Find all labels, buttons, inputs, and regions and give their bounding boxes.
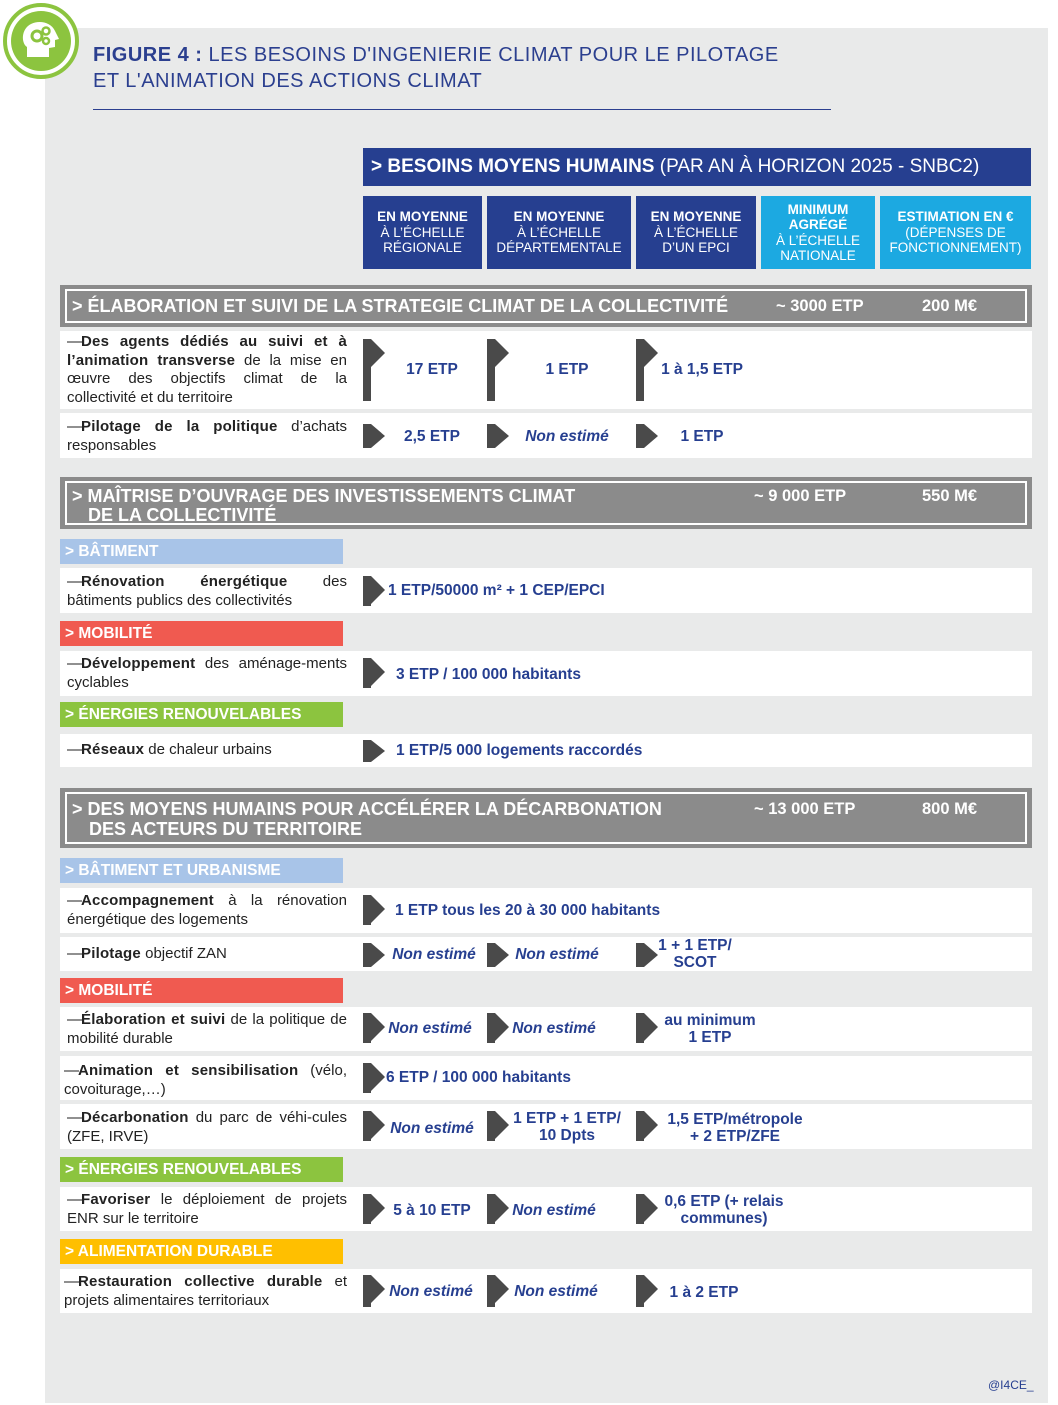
arrow-marker-icon — [636, 1013, 658, 1043]
value-enr-departmental: Non estimé — [512, 1202, 596, 1219]
table-row-zan: —Pilotage objectif ZAN — [60, 937, 1032, 971]
title-divider — [93, 109, 831, 110]
value-agents-epci: 1 à 1,5 ETP — [661, 361, 743, 378]
value-decarbonation-departmental: 1 ETP + 1 ETP/ 10 Dpts — [513, 1110, 621, 1144]
value-zan-departmental: Non estimé — [515, 946, 599, 963]
arrow-marker-icon — [636, 1111, 658, 1141]
value-restauration-departmental: Non estimé — [514, 1283, 598, 1300]
table-row-cyclables: —Développement des aménage-ments cyclables — [60, 651, 1032, 696]
arrow-marker-icon — [363, 1063, 385, 1093]
value-agents-departmental: 1 ETP — [545, 361, 589, 378]
figure-title — [93, 42, 779, 94]
category-enr: > ÉNERGIES RENOUVELABLES — [60, 702, 343, 727]
value-renovation: 1 ETP/50000 m² + 1 CEP/EPCI — [388, 582, 605, 599]
value-restauration-epci: 1 à 2 ETP — [669, 1284, 739, 1301]
table-row-decarbonation: —Décarbonation du parc de véhi-cules (ZFE, IRVE) — [60, 1104, 1032, 1149]
category-batiment-urbanisme: > BÂTIMENT ET URBANISME — [60, 858, 343, 883]
value-reseaux: 1 ETP/5 000 logements raccordés — [396, 742, 643, 759]
column-header-epci: EN MOYENNE À L’ÉCHELLE D’UN EPCI — [636, 196, 756, 269]
title-line2: ET L'ANIMATION DES ACTIONS CLIMAT — [93, 70, 483, 92]
arrow-marker-icon — [363, 740, 385, 762]
category-mobilite-2: > MOBILITÉ — [60, 978, 343, 1003]
value-decarbonation-regional: Non estimé — [390, 1120, 474, 1137]
arrow-marker-icon — [363, 339, 385, 401]
category-alimentation: > ALIMENTATION DURABLE — [60, 1239, 343, 1264]
arrow-marker-icon — [363, 1275, 385, 1307]
value-enr-epci: 0,6 ETP (+ relais communes) — [664, 1193, 784, 1227]
arrow-marker-icon — [363, 1194, 385, 1224]
section-maitrise-ouvrage: > MAÎTRISE D’OUVRAGE DES INVESTISSEMENTS CLIMAT DE LA COLLECTIVITÉ ~ 9 000 ETP 550 M€ — [60, 477, 1032, 529]
table-row-renovation: —Rénovation énergétique des bâtiments publics des collectivités — [60, 568, 1032, 613]
table-main-header: > BESOINS MOYENS HUMAINS (PAR AN À HORIZON 2025 - SNBC2) — [363, 148, 1031, 186]
column-header-estimation: ESTIMATION EN € (DÉPENSES DE FONCTIONNEMENT) — [880, 196, 1031, 269]
title-line1: LES BESOINS D'INGENIERIE CLIMAT POUR LE PILOTAGE — [208, 44, 779, 66]
value-agents-regional: 17 ETP — [406, 361, 458, 378]
value-achats-epci: 1 ETP — [680, 428, 724, 445]
value-mobilite-departmental: Non estimé — [512, 1020, 596, 1037]
figure-label: FIGURE 4 : — [93, 44, 203, 66]
table-row-enr-projets: —Favoriser le déploiement de projets ENR sur le territoire — [60, 1187, 1032, 1231]
arrow-marker-icon — [363, 658, 385, 688]
table-row-restauration: —Restauration collective durable et projets alimentaires territoriaux — [60, 1269, 1032, 1313]
arrow-marker-icon — [487, 339, 509, 401]
arrow-marker-icon — [487, 1275, 509, 1307]
arrow-marker-icon — [363, 1111, 385, 1141]
column-header-regional: EN MOYENNE À L’ÉCHELLE RÉGIONALE — [363, 196, 482, 269]
arrow-marker-icon — [363, 895, 385, 925]
arrow-marker-icon — [487, 424, 509, 448]
table-row-mobilite-durable: —Élaboration et suivi de la politique de mobilité durable — [60, 1007, 1032, 1051]
table-row-accompagnement: —Accompagnement à la rénovation énergétique des logements — [60, 888, 1032, 933]
column-header-national: MINIMUM AGRÉGÉ À L’ÉCHELLE NATIONALE — [761, 196, 875, 269]
value-restauration-regional: Non estimé — [389, 1283, 473, 1300]
table-row-animation: —Animation et sensibilisation (vélo, covoiturage,…) — [60, 1056, 1032, 1100]
table-row-pilotage-achats: —Pilotage de la politique d’achats responsables — [60, 413, 1032, 458]
table-row-reseaux: —Réseaux de chaleur urbains — [60, 734, 1032, 767]
value-achats-departmental: Non estimé — [525, 428, 609, 445]
table-row-agents: —Des agents dédiés au suivi et à l’animation transverse de la mise en œuvre des objectifs climat de la collectivité et du territoire — [60, 331, 1032, 409]
value-enr-regional: 5 à 10 ETP — [393, 1202, 471, 1219]
section-strategie-climat: > ÉLABORATION ET SUIVI DE LA STRATEGIE CLIMAT DE LA COLLECTIVITÉ ~ 3000 ETP 200 M€ — [60, 285, 1032, 327]
arrow-marker-icon — [636, 1194, 658, 1224]
value-zan-epci: 1 + 1 ETP/ SCOT — [658, 937, 732, 971]
value-mobilite-epci: au minimum 1 ETP — [664, 1012, 756, 1046]
arrow-marker-icon — [487, 943, 509, 967]
section-moyens-humains: > DES MOYENS HUMAINS POUR ACCÉLÉRER LA DÉCARBONATION DES ACTEURS DU TERRITOIRE ~ 13 000 ETP 800 M€ — [60, 788, 1032, 848]
value-cyclables: 3 ETP / 100 000 habitants — [396, 666, 581, 683]
value-accompagnement: 1 ETP tous les 20 à 30 000 habitants — [395, 902, 661, 919]
value-zan-regional: Non estimé — [392, 946, 476, 963]
arrow-marker-icon — [636, 1275, 658, 1307]
arrow-marker-icon — [363, 424, 385, 448]
arrow-marker-icon — [363, 576, 385, 606]
category-mobilite: > MOBILITÉ — [60, 621, 343, 646]
value-animation: 6 ETP / 100 000 habitants — [386, 1069, 571, 1086]
column-header-departmental: EN MOYENNE À L’ÉCHELLE DÉPARTEMENTALE — [487, 196, 631, 269]
category-enr-2: > ÉNERGIES RENOUVELABLES — [60, 1157, 343, 1182]
credit-handle: @I4CE_ — [988, 1378, 1034, 1392]
value-achats-regional: 2,5 ETP — [404, 428, 460, 445]
category-batiment: > BÂTIMENT — [60, 539, 343, 564]
arrow-marker-icon — [363, 943, 385, 967]
value-mobilite-regional: Non estimé — [388, 1020, 472, 1037]
value-decarbonation-epci: 1,5 ETP/métropole + 2 ETP/ZFE — [667, 1111, 803, 1145]
head-gears-icon — [3, 3, 79, 79]
